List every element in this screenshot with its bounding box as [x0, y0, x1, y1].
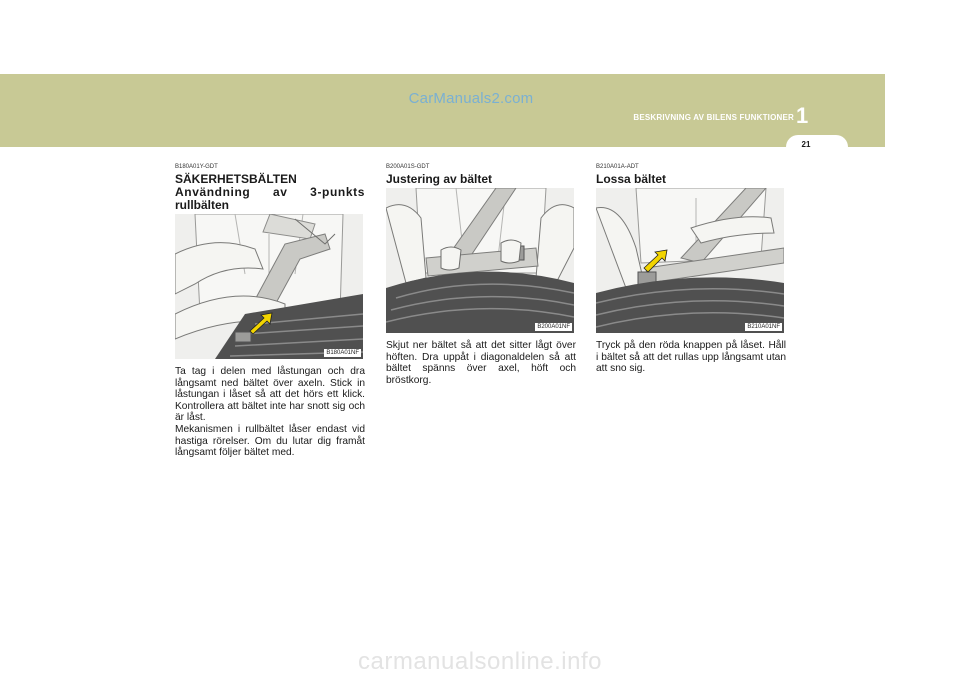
figure-release-belt — [596, 188, 784, 333]
section-belt-adjustment — [386, 164, 576, 386]
figure-adjust-belt — [386, 188, 574, 333]
section-title — [596, 173, 786, 186]
section-code: B210A01A-ADT — [596, 164, 639, 170]
section-title-line: Användning av 3-punkts — [175, 185, 365, 199]
watermark: carmanualsonline.info — [358, 648, 602, 675]
section-body — [386, 340, 576, 386]
illustration-fasten-belt — [175, 214, 363, 359]
section-code: B200A01S-GDT — [386, 164, 430, 170]
header-band — [0, 74, 885, 147]
section-title — [386, 173, 576, 186]
section-seatbelt-usage — [175, 164, 365, 459]
paragraph: Skjut ner bältet så att det sitter lågt över höften. Dra uppåt i diagonaldelen så att bältet spänns över axel, höft och bröstkorg. — [386, 340, 576, 386]
section-title-line: rullbälten — [175, 198, 230, 212]
chapter-number: 1 — [796, 103, 809, 128]
chapter-title: BESKRIVNING AV BILENS FUNKTIONER — [633, 113, 794, 122]
site-link[interactable]: CarManuals2.com — [408, 90, 534, 107]
paragraph: Ta tag i delen med låstungan och dra långsamt ned bältet över axeln. Stick in låstungan i låset så att det hörs ett klick. Kontrollera att bältet inte har snott sig och är låst. — [175, 366, 365, 424]
section-code: B180A01Y-GDT — [175, 164, 218, 170]
illustration-release-belt — [596, 188, 784, 333]
section-title-line: Lossa bältet — [596, 172, 667, 186]
section-title-line: SÄKERHETSBÄLTEN — [175, 172, 297, 186]
section-title-line: Justering av bältet — [386, 172, 493, 186]
section-body — [175, 366, 365, 459]
page-number: 21 — [801, 140, 811, 149]
figure-label: B180A01NF — [326, 350, 359, 356]
paragraph: Tryck på den röda knappen på låset. Håll i bältet så att det rullas upp långsamt utan att sno sig. — [596, 340, 786, 375]
figure-label: B210A01NF — [747, 324, 780, 330]
figure-fasten-belt — [175, 214, 363, 359]
section-title — [175, 173, 365, 212]
figure-label: B200A01NF — [537, 324, 570, 330]
illustration-adjust-belt — [386, 188, 574, 333]
paragraph: Mekanismen i rullbältet låser endast vid hastiga rörelser. Om du lutar dig framåt långsamt följer bältet med. — [175, 423, 365, 459]
section-release-belt — [596, 164, 786, 375]
section-body — [596, 340, 786, 375]
